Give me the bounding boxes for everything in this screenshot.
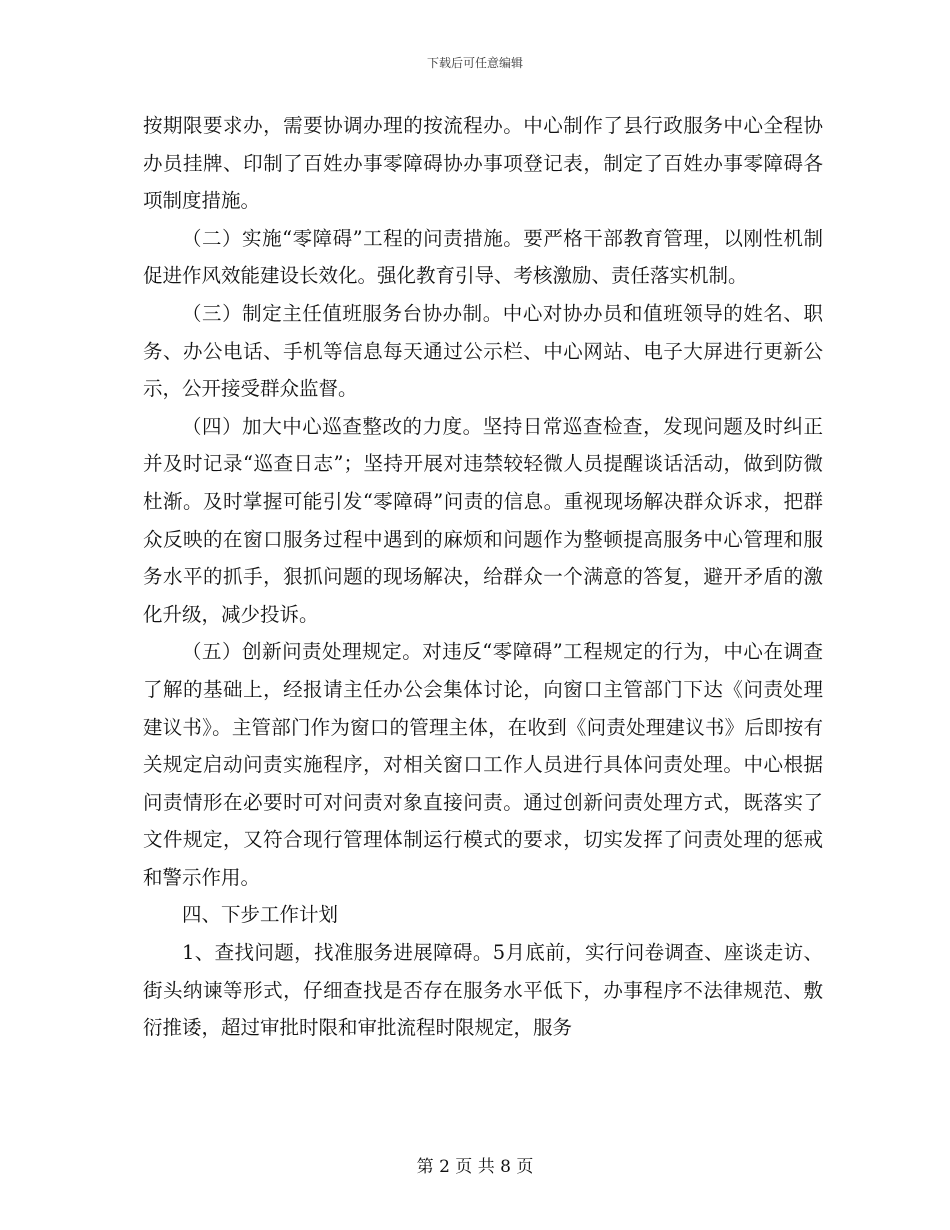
paragraph-section-5: （五）创新问责处理规定。对违反“零障碍”工程规定的行为，中心在调查了解的基础上，经报请主任办公会集体讨论，向窗口主管部门下达《问责处理建议书》。主管部门作为窗口的管理主体，在收到《问责处理建议书》后即按有关规定启动问责实施程序，对相关窗口工作人员进行具体问责处理。中心根据问责情形在必要时可对问责对象直接问责。通过创新问责处理方式，既落实了文件规定，又符合现行管理体制运行模式的要求，切实发挥了问责处理的惩戒和警示作用。 bbox=[143, 640, 823, 889]
section-heading-next-plan: 四、下步工作计划 bbox=[182, 903, 339, 927]
page-header: 下载后可任意编辑 bbox=[426, 56, 523, 70]
page-footer: 第 2 页 共 8 页 bbox=[416, 1157, 534, 1177]
paragraph-plan-item-1: 1、查找问题，找准服务进展障碍。5月底前，实行问卷调查、座谈走访、街头纳谏等形式，仔细查找是否存在服务水平低下，办事程序不法律规范、敷衍推诿，超过审批时限和审批流程时限规定，服务 bbox=[143, 941, 823, 1040]
document-body bbox=[143, 107, 823, 1047]
paragraph-continuation: 按期限要求办，需要协调办理的按流程办。中心制作了县行政服务中心全程协办员挂牌、印制了百姓办事零障碍协办事项登记表，制定了百姓办事零障碍各项制度措施。 bbox=[143, 114, 823, 213]
paragraph-section-3: （三）制定主任值班服务台协办制。中心对协办员和值班领导的姓名、职务、办公电话、手机等信息每天通过公示栏、中心网站、电子大屏进行更新公示，公开接受群众监督。 bbox=[143, 301, 823, 401]
paragraph-section-2: （二）实施“零障碍”工程的问责措施。要严格干部教育管理，以刚性机制促进作风效能建设长效化。强化教育引导、考核激励、责任落实机制。 bbox=[143, 226, 823, 288]
paragraph-section-4: （四）加大中心巡查整改的力度。坚持日常巡查检查，发现问题及时纠正并及时记录“巡查日志”；坚持开展对违禁较轻微人员提醒谈话活动，做到防微杜渐。及时掌握可能引发“零障碍”问责的信息。重视现场解决群众诉求，把群众反映的在窗口服务过程中遇到的麻烦和问题作为整顿提高服务中心管理和服务水平的抓手，狠抓问题的现场解决，给群众一个满意的答复，避开矛盾的激化升级，减少投诉。 bbox=[143, 414, 823, 626]
